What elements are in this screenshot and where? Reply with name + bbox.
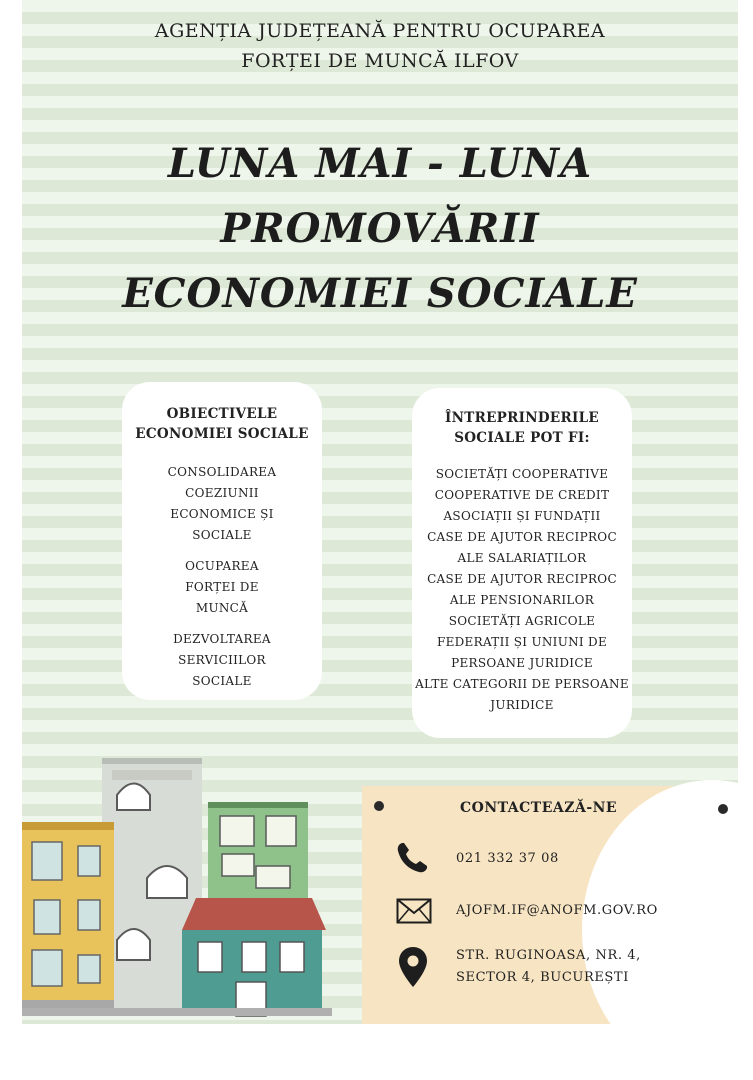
contact-address-line1: STR. RUGINOASA, NR. 4, (456, 948, 641, 963)
enterprises-title-line1: ÎNTREPRINDERILE (444, 410, 600, 426)
contact-title: CONTACTEAZĂ-NE (460, 800, 618, 816)
contact-address-line2: SECTOR 4, BUCUREȘTI (456, 970, 629, 985)
enterprise-item: SOCIETĂȚI COOPERATIVE (435, 467, 609, 481)
agency-name-line1: AGENȚIA JUDEȚEANĂ PENTRU OCUPAREA (154, 20, 606, 42)
headline-line1: LUNA MAI - LUNA (167, 140, 593, 187)
contact-email[interactable]: AJOFM.IF@ANOFM.GOV.RO (456, 903, 658, 918)
enterprise-item: ALE PENSIONARILOR (449, 593, 595, 607)
enterprises-title-line2: SOCIALE POT FI: (454, 430, 590, 446)
phone-icon (394, 840, 430, 876)
objective-3-line2: SERVICIILOR (178, 653, 266, 667)
enterprise-item: ALTE CATEGORII DE PERSOANE (415, 677, 629, 691)
enterprise-item: ASOCIAȚII ȘI FUNDAȚII (443, 509, 601, 523)
enterprise-item: PERSOANE JURIDICE (451, 656, 593, 670)
decor-dot-left (374, 801, 384, 811)
contact-phone[interactable]: 021 332 37 08 (456, 851, 559, 866)
headline-line3: ECONOMIEI SOCIALE (122, 270, 638, 317)
roof (182, 898, 326, 930)
enterprise-item: CASE DE AJUTOR RECIPROC (427, 572, 617, 586)
objective-3-line3: SOCIALE (192, 674, 252, 688)
decor-dot-right (718, 804, 728, 814)
enterprise-item: FEDERAȚII ȘI UNIUNI DE (436, 635, 608, 649)
envelope-icon (396, 898, 432, 924)
objective-2-line1: OCUPAREA (185, 559, 259, 573)
objective-2-line3: MUNCĂ (195, 601, 249, 615)
enterprise-item: SOCIETĂȚI AGRICOLE (448, 614, 596, 628)
enterprises-card (412, 388, 632, 738)
objectives-title-line2: ECONOMIEI SOCIALE (135, 426, 309, 442)
objectives-card (122, 382, 322, 700)
objectives-title-line1: OBIECTIVELE (166, 406, 278, 422)
enterprise-item: ALE SALARIAȚILOR (457, 551, 587, 565)
objective-1-line4: SOCIALE (192, 528, 252, 542)
location-pin-icon (398, 946, 428, 988)
objective-1-line1: CONSOLIDAREA (167, 465, 277, 479)
objective-1-line2: COEZIUNII (185, 486, 259, 500)
agency-name-line2: FORȚEI DE MUNCĂ ILFOV (241, 50, 519, 72)
enterprise-item: JURIDICE (490, 698, 554, 712)
objective-3-line1: DEZVOLTAREA (173, 632, 271, 646)
objective-2-line2: FORȚEI DE (185, 580, 259, 594)
buildings-illustration (22, 750, 342, 1024)
headline-line2: PROMOVĂRII (220, 205, 540, 252)
enterprise-item: COOPERATIVE DE CREDIT (434, 488, 610, 502)
objective-1-line3: ECONOMICE ȘI (170, 507, 274, 521)
flyer-page (22, 0, 738, 1024)
enterprise-item: CASE DE AJUTOR RECIPROC (427, 530, 617, 544)
